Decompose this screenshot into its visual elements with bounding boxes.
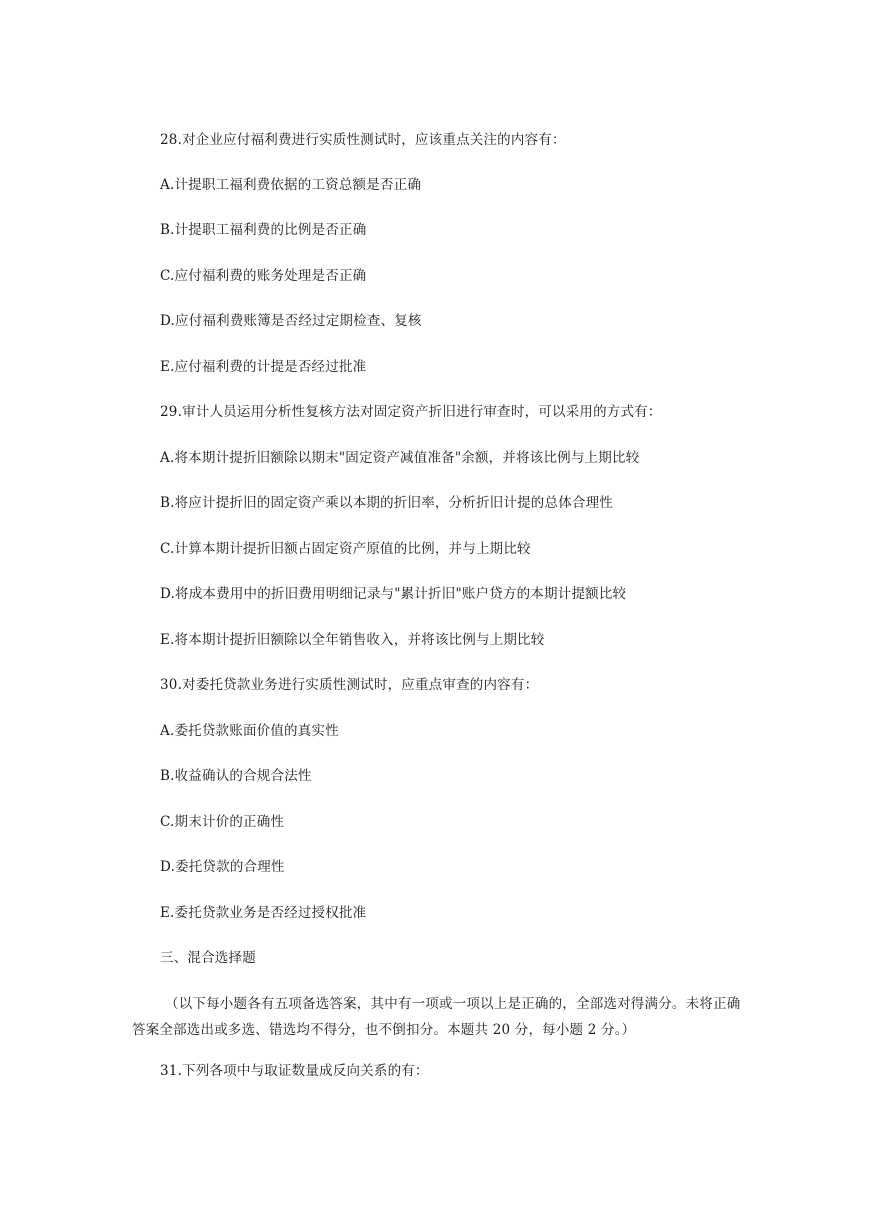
q28-option-e: E.应付福利费的计提是否经过批准 [160,359,367,375]
question-31: 31.下列各项中与取证数量成反向关系的有： [160,1063,429,1079]
section-heading: 三、混合选择题 [160,950,256,966]
q30-option-c: C.期末计价的正确性 [160,814,285,830]
q29-option-b: B.将应计提折旧的固定资产乘以本期的折旧率，分析折旧计提的总体合理性 [160,495,614,511]
q29-option-d: D.将成本费用中的折旧费用明细记录与"累计折旧"账户贷方的本期计提额比较 [160,586,627,602]
q28-option-b: B.计提职工福利费的比例是否正确 [160,222,367,238]
question-29: 29.审计人员运用分析性复核方法对固定资产折旧进行审查时，可以采用的方式有： [160,404,662,420]
q30-option-b: B.收益确认的合规合法性 [160,768,312,784]
q29-option-e: E.将本期计提折旧额除以全年销售收入，并将该比例与上期比较 [160,632,545,648]
q29-option-a: A.将本期计提折旧额除以期末"固定资产减值准备"余额，并将该比例与上期比较 [160,450,640,466]
q28-option-a: A.计提职工福利费依据的工资总额是否正确 [160,177,422,193]
q28-option-d: D.应付福利费账簿是否经过定期检查、复核 [160,313,422,329]
q30-option-a: A.委托贷款账面价值的真实性 [160,723,339,739]
q29-option-c: C.计算本期计提折旧额占固定资产原值的比例，并与上期比较 [160,541,531,557]
question-28: 28.对企业应付福利费进行实质性测试时，应该重点关注的内容有： [160,132,566,148]
question-30: 30.对委托贷款业务进行实质性测试时，应重点审查的内容有： [160,677,539,693]
q30-option-d: D.委托贷款的合理性 [160,859,285,875]
q30-option-e: E.委托贷款业务是否经过授权批准 [160,905,367,921]
section-instructions: （以下每小题各有五项备选答案，其中有一项或一项以上是正确的，全部选对得满分。未将正确答案全部选出或多选、错选均不得分，也不倒扣分。本题共 20 分，每小题 2 分。） [132,996,741,1038]
q28-option-c: C.应付福利费的账务处理是否正确 [160,268,367,284]
